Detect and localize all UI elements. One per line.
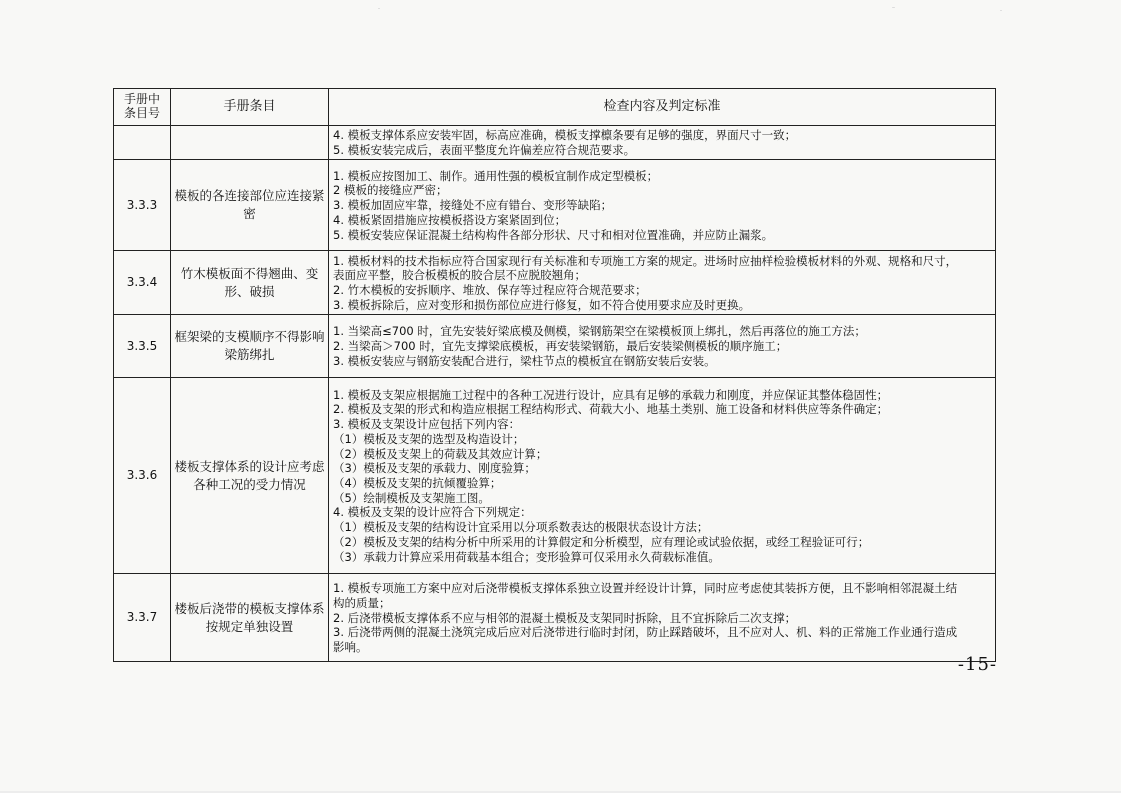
content-line: 3. 模板安装应与钢筋安装配合进行，梁柱节点的模板宜在钢筋安装后安装。 — [333, 353, 716, 368]
content-line: 1. 模板及支架应根据施工过程中的各种工况进行设计，应具有足够的承载力和刚度，并应保证其整体稳固性； — [333, 387, 889, 402]
check-content — [329, 160, 996, 251]
content-line: 1. 模板材料的技术指标应符合国家现行有关标准和专项施工方案的规定。进场时应抽样检验模板材料的外观、规格和尺寸， — [333, 253, 958, 268]
table-row — [114, 378, 996, 574]
content-line: 2. 竹木模板的安拆顺序、堆放、保存等过程应符合规范要求； — [333, 282, 647, 297]
content-line: （3）模板及支架的承载力、刚度验算； — [333, 461, 536, 476]
content-line: 1. 模板应按图加工、制作。通用性强的模板宜制作成定型模板； — [333, 168, 659, 183]
content-line: 构的质量； — [333, 595, 391, 610]
content-line: 2 模板的接缝应严密； — [333, 183, 448, 198]
content-line: （2）模板及支架上的荷载及其效应计算； — [333, 446, 548, 461]
table-row — [114, 574, 996, 662]
item-title: 楼板支撑体系的设计应考虑各种工况的受力情况 — [171, 378, 329, 574]
content-line: 2. 当梁高＞700 时，宜先支撑梁底模板，再安装梁钢筋，最后安装梁侧模板的顺序施工； — [333, 339, 788, 354]
content-line: （2）模板及支架的结构分析中所采用的计算假定和分析模型，应有理论或试验依据，或经工程验证可行； — [333, 534, 870, 549]
content-line: 2. 后浇带模板支撑体系不应与相邻的混凝土模板及支架同时拆除，且不宜拆除后二次支撑； — [333, 610, 797, 625]
table-row — [114, 160, 996, 251]
item-title: 模板的各连接部位应连接紧密 — [171, 160, 329, 251]
content-line: 3. 后浇带两侧的混凝土浇筑完成后应对后浇带进行临时封闭，防止踩踏破坏，且不应对人、机、料的正常施工作业通行造成 — [333, 625, 958, 640]
content-line: 5. 模板安装完成后，表面平整度允许偏差应符合规范要求。 — [333, 142, 636, 157]
scan-dot — [892, 7, 895, 8]
table-row — [114, 315, 996, 378]
content-line: （5）绘制模板及支架施工图。 — [333, 490, 490, 505]
check-content — [329, 251, 996, 315]
content-line: 2. 模板及支架的形式和构造应根据工程结构形式、荷载大小、地基土类别、施工设备和材料供应等条件确定； — [333, 402, 889, 417]
content-line: （4）模板及支架的抗倾覆验算； — [333, 475, 502, 490]
item-title: 框架梁的支模顺序不得影响梁筋绑扎 — [171, 315, 329, 378]
table-header-row — [114, 89, 996, 126]
item-number: 3.3.6 — [114, 378, 171, 574]
header-item-number: 手册中 条目号 — [114, 89, 171, 126]
content-line: 4. 模板支撑体系应安装牢固，标高应准确，模板支撑檩条要有足够的强度，界面尺寸一致； — [333, 128, 797, 142]
header-item-name: 手册条目 — [171, 89, 329, 126]
item-number — [114, 126, 171, 160]
content-line: （1）模板及支架的选型及构造设计； — [333, 431, 525, 446]
content-line: 影响。 — [333, 640, 368, 655]
inspection-standards-table — [113, 88, 996, 662]
content-line: 4. 模板及支架的设计应符合下列规定： — [333, 505, 532, 520]
check-content — [329, 315, 996, 378]
check-content — [329, 126, 996, 160]
content-line: 5. 模板安装应保证混凝土结构构件各部分形状、尺寸和相对位置准确，并应防止漏浆。 — [333, 227, 774, 242]
content-line: 4. 模板紧固措施应按模板搭设方案紧固到位； — [333, 212, 567, 227]
table-row — [114, 126, 996, 160]
item-title: 楼板后浇带的模板支撑体系按规定单独设置 — [171, 574, 329, 662]
table-row — [114, 251, 996, 315]
item-title: 竹木模板面不得翘曲、变形、破损 — [171, 251, 329, 315]
check-content — [329, 574, 996, 662]
item-number: 3.3.7 — [114, 574, 171, 662]
content-line: 3. 模板及支架设计应包括下列内容： — [333, 417, 521, 432]
content-line: 1. 当梁高≤700 时，宜先安装好梁底模及侧模，梁钢筋架空在梁模板顶上绑扎，然后再落位的施工方法； — [333, 324, 866, 339]
content-line: 3. 模板拆除后，应对变形和损伤部位应进行修复，如不符合使用要求应及时更换。 — [333, 297, 751, 312]
check-content — [329, 378, 996, 574]
content-line: （1）模板及支架的结构设计宜采用以分项系数表达的极限状态设计方法； — [333, 520, 709, 535]
content-line: 3. 模板加固应牢靠，接缝处不应有错台、变形等缺陷； — [333, 198, 613, 213]
item-number: 3.3.3 — [114, 160, 171, 251]
item-title — [171, 126, 329, 160]
scan-dot — [378, 8, 380, 9]
page-number: -15- — [957, 654, 997, 675]
item-number: 3.3.4 — [114, 251, 171, 315]
header-check-content: 检查内容及判定标准 — [329, 89, 996, 126]
scan-dot — [1000, 10, 1002, 11]
content-line: 1. 模板专项施工方案中应对后浇带模板支撑体系独立设置并经设计计算，同时应考虑使其装拆方便，且不影响相邻混凝土结 — [333, 581, 958, 596]
item-number: 3.3.5 — [114, 315, 171, 378]
content-line: 表面应平整，胶合板模板的胶合层不应脱胶翘角； — [333, 268, 586, 283]
content-line: （3）承载力计算应采用荷载基本组合；变形验算可仅采用永久荷载标准值。 — [333, 549, 720, 564]
